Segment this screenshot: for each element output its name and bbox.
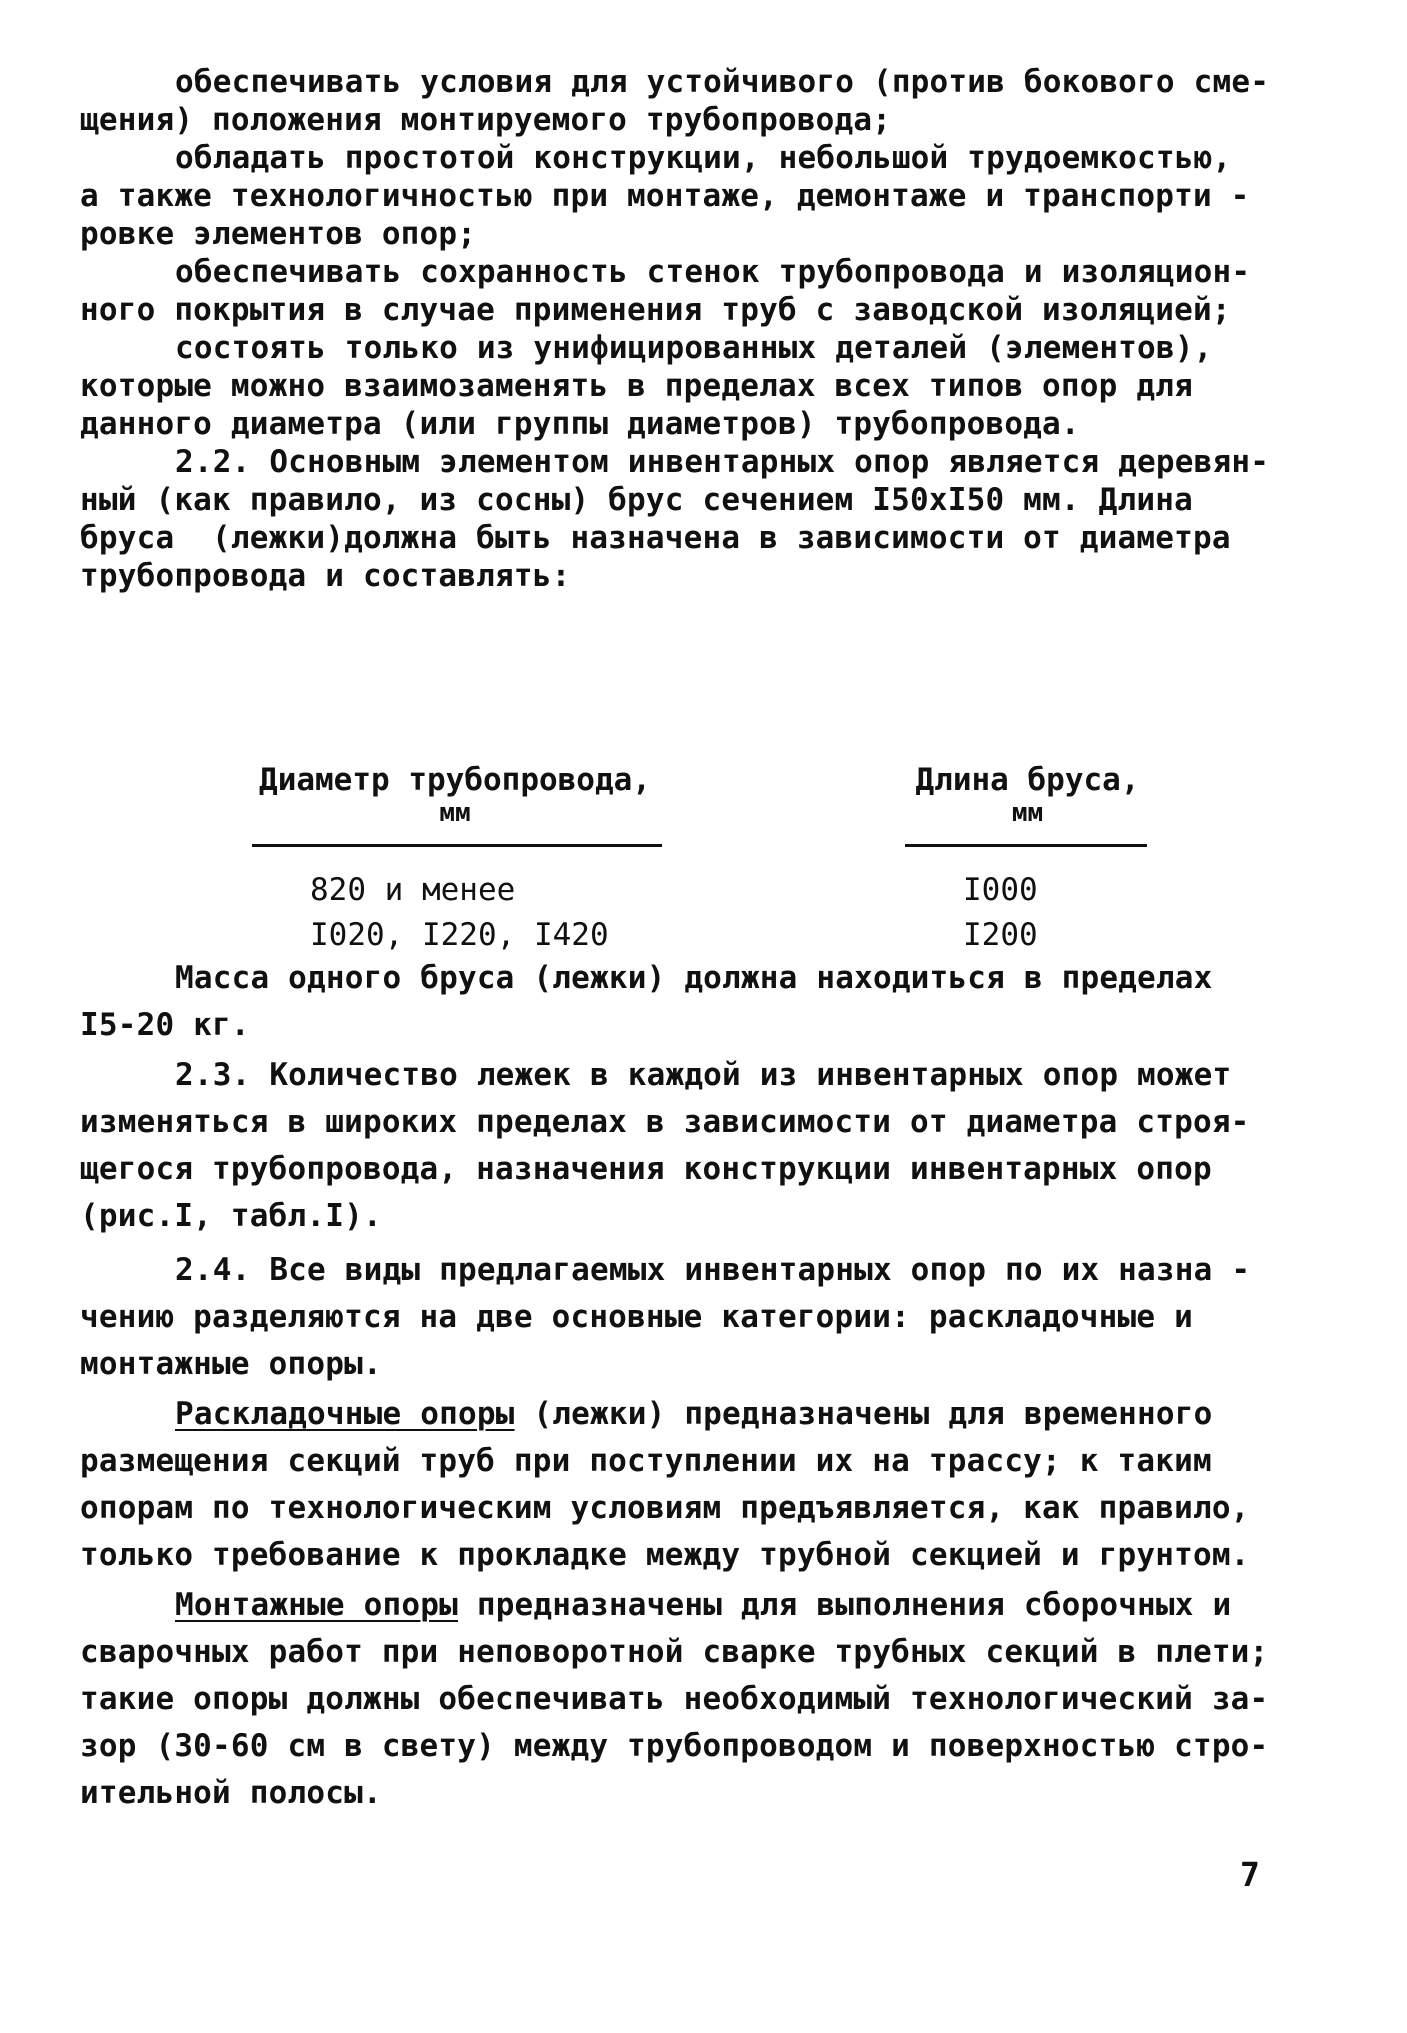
table-unit-length: мм	[1011, 798, 1044, 828]
term-rasklad: Раскладочные опоры	[175, 1396, 515, 1432]
text-line: ровке элементов опор;	[80, 216, 477, 252]
text-line: опорам по технологическим условиям предъявляется, как правило,	[80, 1490, 1250, 1526]
page-number: 7	[1240, 1855, 1260, 1894]
text-line: изменяться в широких пределах в зависимости от диаметра строя-	[80, 1104, 1250, 1140]
text-fragment: (лежки) предназначены для временного	[514, 1396, 1213, 1432]
rasklad-first-line	[175, 1394, 1213, 1434]
text-line: монтажные опоры.	[80, 1346, 382, 1382]
text-line: только требование к прокладке между трубной секцией и грунтом.	[80, 1537, 1250, 1573]
text-line: такие опоры должны обеспечивать необходимый технологический за-	[80, 1681, 1269, 1717]
text-line: щегося трубопровода, назначения конструкции инвентарных опор	[80, 1151, 1212, 1187]
text-line: I5-20 кг.	[80, 1007, 250, 1043]
text-line: (рис.I, табл.I).	[80, 1198, 382, 1234]
text-line: обеспечивать условия для устойчивого (против бокового сме-	[175, 64, 1270, 100]
term-montazh: Монтажные опоры	[175, 1587, 458, 1623]
text-line: размещения секций труб при поступлении их на трассу; к таким	[80, 1443, 1212, 1479]
text-line: данного диаметра (или группы диаметров) трубопровода.	[80, 406, 1080, 442]
text-line: а также технологичностью при монтаже, демонтаже и транспорти -	[80, 178, 1250, 214]
table-header-length: Длина бруса,	[915, 762, 1140, 798]
text-line: ного покрытия в случае применения труб с заводской изоляцией;	[80, 292, 1231, 328]
text-line: ный (как правило, из сосны) брус сечением I50xI50 мм. Длина	[80, 482, 1193, 518]
text-line: щения) положения монтируемого трубопровода;	[80, 102, 892, 138]
text-line: чению разделяются на две основные категории: раскладочные и	[80, 1299, 1193, 1335]
table-divider	[252, 844, 662, 847]
text-line: трубопровода и составлять:	[80, 558, 571, 594]
text-line: состоять только из унифицированных деталей (элементов),	[175, 330, 1213, 366]
montazh-first-line	[175, 1585, 1231, 1625]
text-line: обеспечивать сохранность стенок трубопровода и изоляцион-	[175, 254, 1251, 290]
table-divider	[905, 844, 1147, 847]
text-line: сварочных работ при неповоротной сварке трубных секций в плети;	[80, 1634, 1269, 1670]
text-line: ительной полосы.	[80, 1775, 382, 1811]
text-line: которые можно взаимозаменять в пределах всех типов опор для	[80, 368, 1193, 404]
text-line: бруса (лежки)должна быть назначена в зависимости от диаметра	[80, 520, 1231, 556]
text-line: Масса одного бруса (лежки) должна находиться в пределах	[175, 960, 1213, 996]
section-2-3-line: 2.3. Количество лежек в каждой из инвентарных опор может	[175, 1057, 1232, 1093]
section-2-2-line: 2.2. Основным элементом инвентарных опор является деревян-	[175, 444, 1270, 480]
table-cell-diameter: 820 и менее	[310, 872, 516, 908]
table-cell-length: I200	[963, 917, 1038, 953]
table-header-diameter: Диаметр трубопровода,	[259, 762, 651, 798]
table-unit-diameter: мм	[439, 798, 471, 828]
table-cell-diameter: I020, I220, I420	[310, 917, 609, 953]
text-line: зор (30-60 см в свету) между трубопроводом и поверхностью стро-	[80, 1728, 1269, 1764]
text-line: обладать простотой конструкции, небольшой трудоемкостью,	[175, 140, 1232, 176]
table-cell-length: I000	[963, 872, 1038, 908]
section-2-4-line: 2.4. Все виды предлагаемых инвентарных опор по их назна -	[175, 1252, 1251, 1288]
text-fragment: предназначены для выполнения сборочных и	[457, 1587, 1232, 1623]
